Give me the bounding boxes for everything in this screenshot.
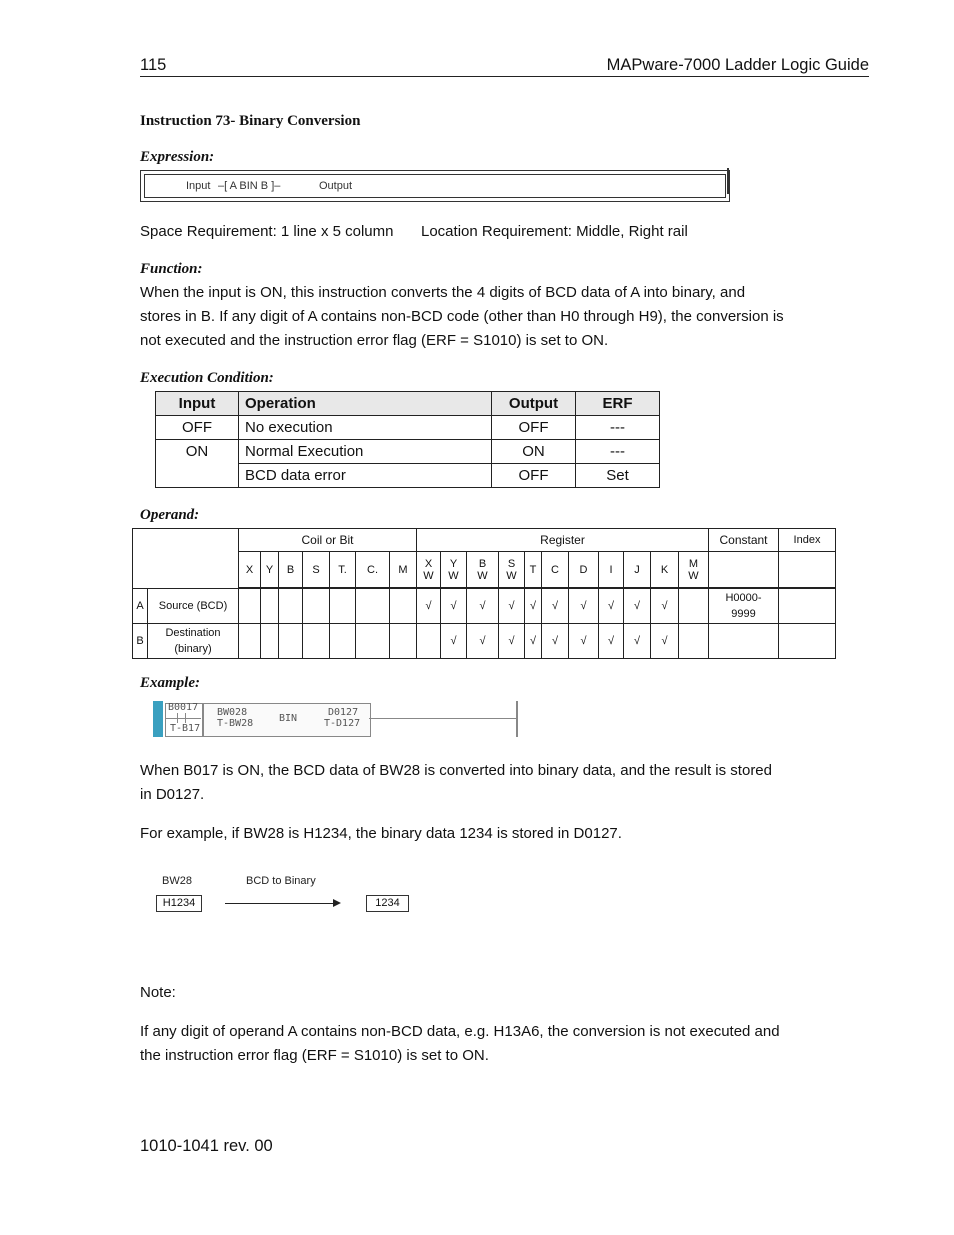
operand-check: √ [599, 588, 624, 623]
operand-check: √ [441, 623, 467, 658]
operand-check: √ [542, 623, 569, 658]
reg-col: T [525, 552, 542, 588]
reg-col: K [651, 552, 679, 588]
reg-col: X W [417, 552, 441, 588]
source-tag: T-BW28 [217, 718, 254, 729]
contact-tag: T-B17 [170, 723, 201, 734]
space-requirement: Space Requirement: 1 line x 5 column [140, 223, 394, 240]
coil-col: C. [356, 552, 390, 588]
conversion-source-label: BW28 [162, 875, 192, 887]
page-number: 115 [140, 56, 167, 74]
exec-cell: OFF [492, 464, 576, 488]
conversion-dest-value: 1234 [366, 895, 409, 912]
function-line-1: When the input is ON, this instruction converts the 4 digits of BCD data of A into binary, and [140, 284, 746, 301]
operand-check: √ [467, 623, 499, 658]
operand-check: √ [525, 588, 542, 623]
note-line-1: If any digit of operand A contains non-BCD data, e.g. H13A6, the conversion is not executed and [140, 1023, 780, 1040]
table-row [133, 623, 836, 658]
operand-name: Source (BCD) [148, 588, 239, 623]
operand-label: Operand: [140, 507, 200, 523]
example-text-line-1: When B017 is ON, the BCD data of BW28 is converted into binary data, and the result is stored [140, 762, 772, 779]
exec-cell: --- [576, 416, 660, 440]
dest-address: D0127 [328, 707, 359, 718]
operand-constant: H0000- 9999 [709, 588, 779, 623]
operand-group-coil: Coil or Bit [239, 529, 417, 552]
coil-col: M [390, 552, 417, 588]
function-line-2: stores in B. If any digit of A contains non-BCD code (other than H0 through H9), the conversion is [140, 308, 784, 325]
operand-check: √ [569, 588, 599, 623]
exec-cell: Normal Execution [239, 440, 492, 464]
exec-header-input: Input [156, 392, 239, 416]
reg-col: Y W [441, 552, 467, 588]
coil-col: S [303, 552, 330, 588]
execution-table [155, 391, 660, 488]
function-label: Function: [140, 261, 203, 277]
operand-check [417, 623, 441, 658]
operand-check: √ [499, 623, 525, 658]
conversion-arrow [225, 903, 337, 904]
bin-op: BIN [279, 713, 298, 724]
function-line-3: not executed and the instruction error flag (ERF = S1010) is set to ON. [140, 332, 609, 349]
operand-check: √ [499, 588, 525, 623]
note-line-2: the instruction error flag (ERF = S1010) is set to ON. [140, 1047, 489, 1064]
conversion-source-value: H1234 [156, 895, 202, 912]
operand-id: A [133, 588, 148, 623]
source-address: BW028 [217, 707, 248, 718]
exec-cell: --- [576, 440, 660, 464]
operand-check: √ [441, 588, 467, 623]
coil-col: Y [261, 552, 279, 588]
exec-cell: OFF [492, 416, 576, 440]
expression-right-rail [727, 168, 729, 194]
example-label: Example: [140, 675, 200, 691]
contact-line [165, 718, 201, 719]
example-text-line-2: in D0127. [140, 786, 205, 803]
ladder-line [369, 718, 517, 719]
operand-check [679, 623, 709, 658]
exec-cell: OFF [156, 416, 239, 440]
operand-check: √ [417, 588, 441, 623]
expression-formula: –[ A BIN B ]– [218, 180, 281, 192]
contact-address: B0017 [168, 702, 199, 713]
operand-id: B [133, 623, 148, 658]
ladder-left-rail [153, 701, 163, 737]
operand-check: √ [525, 623, 542, 658]
exec-cell: No execution [239, 416, 492, 440]
reg-col: D [569, 552, 599, 588]
contact-bar-right [185, 713, 186, 723]
exec-header-erf: ERF [576, 392, 660, 416]
exec-cell: Set [576, 464, 660, 488]
expression-input: Input [186, 180, 211, 192]
operand-check [679, 588, 709, 623]
expression-output: Output [319, 180, 353, 192]
location-requirement: Location Requirement: Middle, Right rail [421, 223, 688, 240]
exec-cell: BCD data error [239, 464, 492, 488]
operand-check: √ [542, 588, 569, 623]
reg-col: M W [679, 552, 709, 588]
arrow-right-icon [333, 899, 341, 907]
ladder-right-rail [516, 701, 518, 737]
example-text-2: For example, if BW28 is H1234, the binary data 1234 is stored in D0127. [140, 825, 622, 842]
operand-group-index: Index [779, 529, 836, 552]
coil-col: X [239, 552, 261, 588]
contact-bar-left [177, 713, 178, 723]
exec-header-output: Output [492, 392, 576, 416]
operand-name: Destination (binary) [148, 623, 239, 658]
operand-check: √ [624, 588, 651, 623]
conversion-arrow-label: BCD to Binary [246, 875, 316, 887]
operand-check: √ [651, 588, 679, 623]
instruction-title: Instruction 73- Binary Conversion [140, 113, 361, 129]
operand-check: √ [624, 623, 651, 658]
reg-col: I [599, 552, 624, 588]
guide-title: MAPware-7000 Ladder Logic Guide [606, 56, 869, 74]
reg-col: S W [499, 552, 525, 588]
table-row [133, 588, 836, 623]
operand-table [132, 528, 836, 659]
operand-check: √ [569, 623, 599, 658]
exec-cell: ON [492, 440, 576, 464]
operand-check: √ [599, 623, 624, 658]
exec-cell: ON [156, 440, 239, 488]
reg-col: J [624, 552, 651, 588]
table-row [156, 416, 660, 440]
coil-col: T. [330, 552, 356, 588]
header-rule [140, 76, 869, 77]
operand-check: √ [651, 623, 679, 658]
operand-group-constant: Constant [709, 529, 779, 552]
exec-header-operation: Operation [239, 392, 492, 416]
note-label: Note: [140, 984, 176, 1001]
execution-label: Execution Condition: [140, 370, 274, 386]
reg-col: B W [467, 552, 499, 588]
expression-label: Expression: [140, 149, 215, 165]
reg-col: C [542, 552, 569, 588]
footer-doc-number: 1010-1041 rev. 00 [140, 1137, 273, 1155]
operand-check: √ [467, 588, 499, 623]
coil-col: B [279, 552, 303, 588]
operand-group-register: Register [417, 529, 709, 552]
dest-tag: T-D127 [324, 718, 361, 729]
table-row [156, 440, 660, 464]
